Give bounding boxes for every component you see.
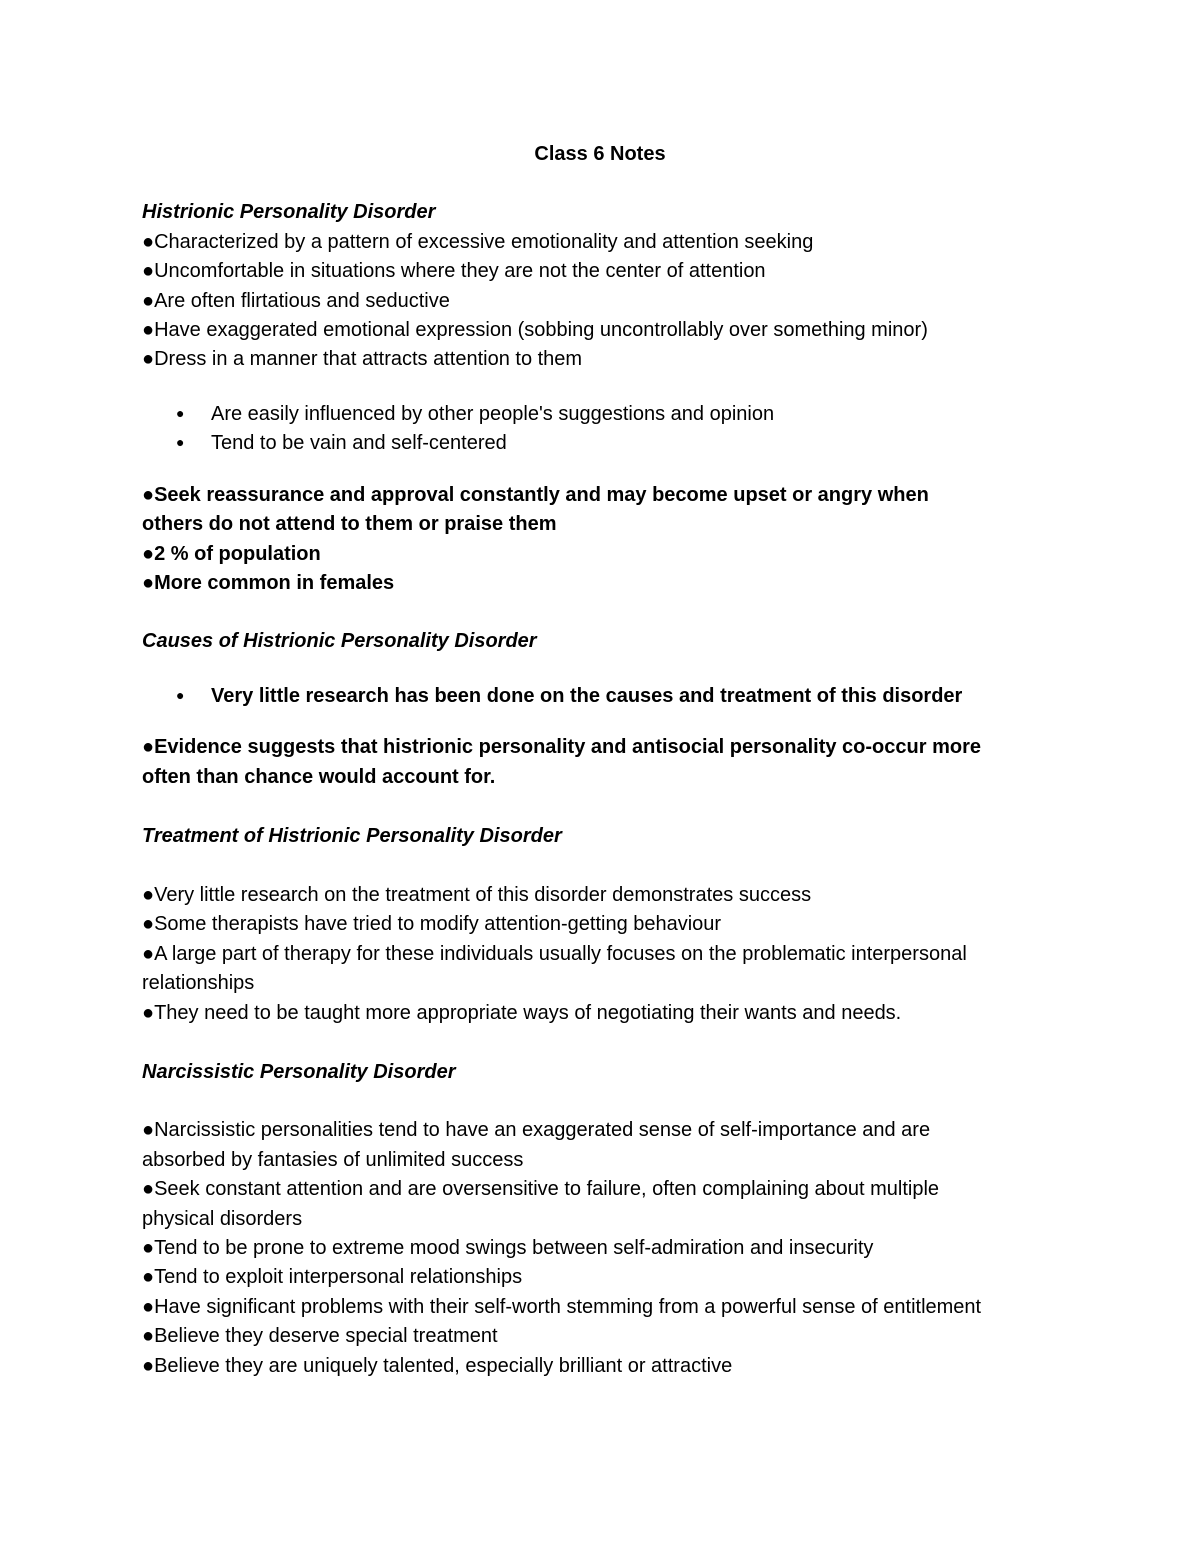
list-item: ●Have significant problems with their self-worth stemming from a powerful sense of entitlement [142,1296,982,1318]
section-heading-causes: Causes of Histrionic Personality Disorder [142,630,537,652]
bullet-icon: ● [142,348,155,370]
bullet-icon: ● [142,1237,155,1259]
bullet-icon: ● [142,290,155,312]
bullet-icon: ● [142,1325,155,1347]
list-item: ●Believe they deserve special treatment [142,1325,498,1347]
list-item: ●Evidence suggests that histrionic personality and antisocial personality co-occur more [142,736,981,758]
section-heading-narcissistic: Narcissistic Personality Disorder [142,1061,456,1083]
bullet-icon: ● [142,1296,155,1318]
section-heading-histrionic: Histrionic Personality Disorder [142,201,436,223]
bullet-icon: ● [142,884,155,906]
list-item: ●Narcissistic personalities tend to have an exaggerated sense of self-importance and are [142,1119,931,1141]
bullet-icon: ● [142,572,155,594]
bullet-icon: ● [142,1119,155,1141]
bullet-icon: ● [142,319,155,341]
bullet-icon: ● [142,736,155,758]
bullet-icon: ● [142,1355,155,1377]
bullet-icon: ● [176,687,185,703]
bullet-icon: ● [142,1002,155,1024]
bullet-icon: ● [142,260,155,282]
bullet-icon: ● [142,1266,155,1288]
sub-list-item: ● Very little research has been done on the causes and treatment of this disorder [176,681,962,711]
list-item: ●Seek reassurance and approval constantly and may become upset or angry when [142,484,929,506]
list-item: ●They need to be taught more appropriate ways of negotiating their wants and needs. [142,1002,902,1024]
list-item: ●Very little research on the treatment of this disorder demonstrates success [142,884,812,906]
list-item: ●Uncomfortable in situations where they are not the center of attention [142,260,766,282]
bullet-icon: ● [142,543,155,565]
bullet-icon: ● [142,913,155,935]
list-item: ●Tend to be prone to extreme mood swings between self-admiration and insecurity [142,1237,874,1259]
list-item-continuation: often than chance would account for. [142,766,496,788]
list-item-continuation: physical disorders [142,1208,303,1230]
page-title: Class 6 Notes [534,143,666,165]
bullet-icon: ● [142,943,155,965]
list-item: ●Believe they are uniquely talented, especially brilliant or attractive [142,1355,733,1377]
list-item: ●Tend to exploit interpersonal relationships [142,1266,523,1288]
list-item: ●More common in females [142,572,395,594]
list-item-continuation: others do not attend to them or praise them [142,513,557,535]
list-item: ●Are often flirtatious and seductive [142,290,450,312]
bullet-icon: ● [176,405,185,421]
list-item: ●2 % of population [142,543,321,565]
list-item: ●Dress in a manner that attracts attention to them [142,348,583,370]
list-item: ●Seek constant attention and are oversensitive to failure, often complaining about multiple [142,1178,940,1200]
section-heading-treatment: Treatment of Histrionic Personality Disorder [142,825,562,847]
list-item: ●A large part of therapy for these individuals usually focuses on the problematic interpersonal [142,943,967,965]
bullet-icon: ● [176,434,185,450]
sub-list-item: ● Tend to be vain and self-centered [176,428,507,458]
list-item: ●Characterized by a pattern of excessive emotionality and attention seeking [142,231,814,253]
bullet-icon: ● [142,1178,155,1200]
list-item: ●Some therapists have tried to modify attention-getting behaviour [142,913,722,935]
list-item-continuation: absorbed by fantasies of unlimited success [142,1149,524,1171]
bullet-icon: ● [142,231,155,253]
list-item-continuation: relationships [142,972,255,994]
sub-list-item: ● Are easily influenced by other people's suggestions and opinion [176,399,774,429]
list-item: ●Have exaggerated emotional expression (sobbing uncontrollably over something minor) [142,319,928,341]
bullet-icon: ● [142,484,155,506]
